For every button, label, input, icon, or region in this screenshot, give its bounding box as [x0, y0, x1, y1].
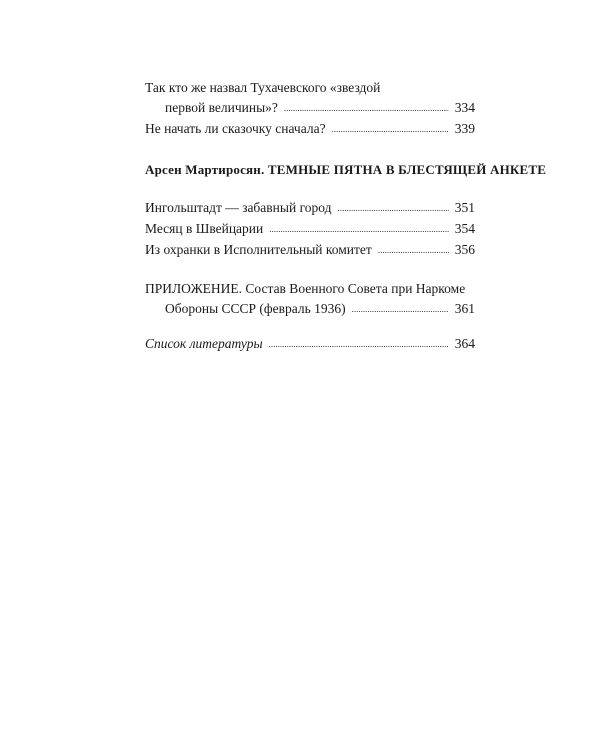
- toc-entry-appendix[interactable]: [145, 279, 475, 320]
- dot-leader: [338, 198, 449, 218]
- toc-entry-label: Ингольштадт — забавный город: [145, 200, 332, 215]
- toc-entry-label: Так кто же назвал Тухачевского «звездой: [145, 80, 381, 95]
- section-title: ТЕМНЫЕ ПЯТНА В БЛЕСТЯЩЕЙ АНКЕТЕ: [267, 162, 547, 177]
- toc-entry-label: Из охранки в Исполнительный комитет: [145, 242, 372, 257]
- dot-leader: [269, 219, 448, 239]
- appendix-title: Состав Военного Совета при Наркоме: [245, 281, 466, 296]
- toc-page-number: 356: [454, 242, 475, 257]
- toc-page-number: 351: [454, 200, 475, 215]
- toc-page-number: 364: [454, 336, 475, 351]
- toc-entry-label-continuation: первой величины»?: [165, 100, 278, 115]
- table-of-contents: [145, 78, 547, 355]
- toc-entry-fairy-tale[interactable]: [145, 119, 475, 140]
- toc-page-number: 361: [454, 301, 475, 316]
- dot-leader: [332, 119, 449, 139]
- section-author: Арсен Мартиросян.: [145, 162, 265, 177]
- dot-leader: [352, 299, 449, 319]
- toc-entry-label: Список литературы: [145, 336, 263, 351]
- dot-leader: [378, 240, 449, 260]
- dot-leader: [284, 98, 449, 118]
- toc-page-number: 354: [454, 221, 475, 236]
- toc-entry-label-continuation: Обороны СССР (февраль 1936): [165, 301, 346, 316]
- toc-entry-label: Не начать ли сказочку сначала?: [145, 121, 326, 136]
- toc-page-number: 334: [454, 100, 475, 115]
- toc-entry-tukhachevsky-star[interactable]: [145, 78, 475, 119]
- dot-leader: [269, 334, 449, 354]
- toc-entry-ingolstadt[interactable]: [145, 198, 475, 219]
- toc-page-number: 339: [454, 121, 475, 136]
- toc-entry-switzerland[interactable]: [145, 219, 475, 240]
- section-heading: [145, 162, 547, 178]
- appendix-heading: ПРИЛОЖЕНИЕ.: [145, 281, 243, 296]
- toc-entry-label: Месяц в Швейцарии: [145, 221, 264, 236]
- toc-entry-okhranka[interactable]: [145, 240, 475, 261]
- toc-entry-bibliography[interactable]: [145, 334, 475, 355]
